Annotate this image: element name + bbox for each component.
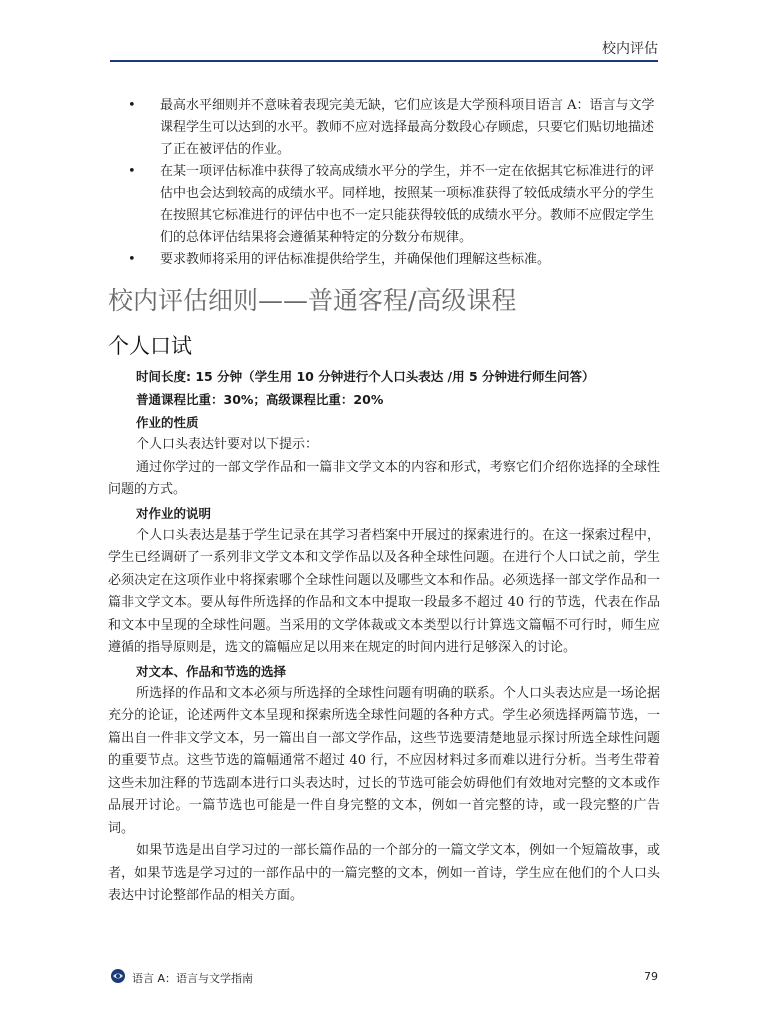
description-text: 个人口头表达是基于学生记录在其学习者档案中开展过的探索进行的。在这一探索过程中，学生已经调研了一系列非文学文本和文学作品以及各种全球性问题。在进行个人口试之前，学生必须决定在这项作业中将探索哪个全球性问题以及哪些文本和作品。必须选择一部文学作品和一篇非文学文本。要从每件所选择的作品和文本中提取一段最多不超过 40 行的节选，代表在作品和文本中呈现的全球性问题。当采用的文学体裁或文本类型以行计算选文篇幅不可行时，师生应遵循的指导原则是，选文的篇幅应足以用来在规定的时间内进行足够深入的讨论。	[108, 527, 660, 655]
bullet-text: 在某一项评估标准中获得了较高成绩水平分的学生，并不一定在依据其它标准进行的评估中也会达到较高的成绩水平。同样地，按照某一项标准获得了较低成绩水平分的学生在按照其它标准进行的评估中也不一定只能获得较低的成绩水平分。教师不应假定学生们的总体评估结果将会遵循某种特定的分数分布规律。	[160, 164, 655, 245]
section-title: 校内评估细则——普通客程/高级课程	[108, 286, 517, 315]
bullet-marker: •	[128, 98, 136, 113]
footer	[110, 968, 658, 988]
page-number: 79	[644, 970, 658, 983]
nature-prompt: 通过你学过的一部文学作品和一篇非文学文本的内容和形式，考察它们介绍你选择的全球性问题的方式。	[108, 459, 660, 497]
footer-text: 语言 A：语言与文学指南	[132, 972, 254, 985]
selection-para-2: 如果节选是出自学习过的一部长篇作品的一个部分的一篇文学文本，例如一个短篇故事，或者，如果节选是学习过的一部作品中的一篇完整的文本，例如一首诗，学生应在他们的个人口头表达中讨论整部作品的相关方面。	[108, 843, 660, 903]
bullet-item	[108, 95, 660, 161]
sub-title: 个人口试	[108, 334, 192, 358]
weight-line: 普通课程比重：30%；高级课程比重：20%	[136, 392, 384, 407]
selection-para-1: 所选择的作品和文本必须与所选择的全球性问题有明确的联系。个人口头表达应是一场论据充分的论证，论述两件文本呈现和探索所选全球性问题的各种方式。学生必须选择两篇节选，一篇出自一件非文学文本，另一篇出自一部文学作品，这些节选要清楚地显示探讨所选全球性问题的重要节点。这些节选的篇幅通常不超过 40 行，不应因材料过多而难以进行分析。当考生带着这些未加注释的节选副本进行口头表达时，过长的节选可能会妨碍他们有效地对完整的文本或作品展开讨论。一篇节选也可能是一件自身完整的文本，例如一首完整的诗，或一段完整的广告词。	[108, 685, 660, 836]
header-title: 校内评估	[602, 41, 658, 57]
bullet-item	[108, 249, 660, 271]
bullet-text: 要求教师将采用的评估标准提供给学生，并确保他们理解这些标准。	[160, 252, 551, 267]
nature-intro: 个人口头表达针要对以下提示：	[136, 437, 319, 452]
page-content	[108, 95, 660, 908]
bullet-marker: •	[128, 252, 136, 267]
bullet-list	[108, 95, 660, 271]
bullet-marker: •	[128, 164, 136, 179]
bullet-text: 最高水平细则并不意味着表现完美无缺，它们应该是大学预科项目语言 A：语言与文学课程学生可以达到的水平。教师不应对选择最高分数段心存顾虑，只要它们贴切地描述了正在被评估的作业。	[160, 98, 655, 157]
nature-heading: 作业的性质	[136, 415, 199, 430]
description-heading: 对作业的说明	[136, 505, 212, 521]
ib-globe-logo-icon	[110, 968, 126, 984]
header-rule	[110, 60, 658, 62]
bullet-item	[108, 161, 660, 249]
duration-line: 时间长度: 15 分钟（学生用 10 分钟进行个人口头表达 /用 5 分钟进行师生问答）	[136, 369, 595, 384]
selection-heading: 对文本、作品和节选的选择	[136, 663, 287, 679]
